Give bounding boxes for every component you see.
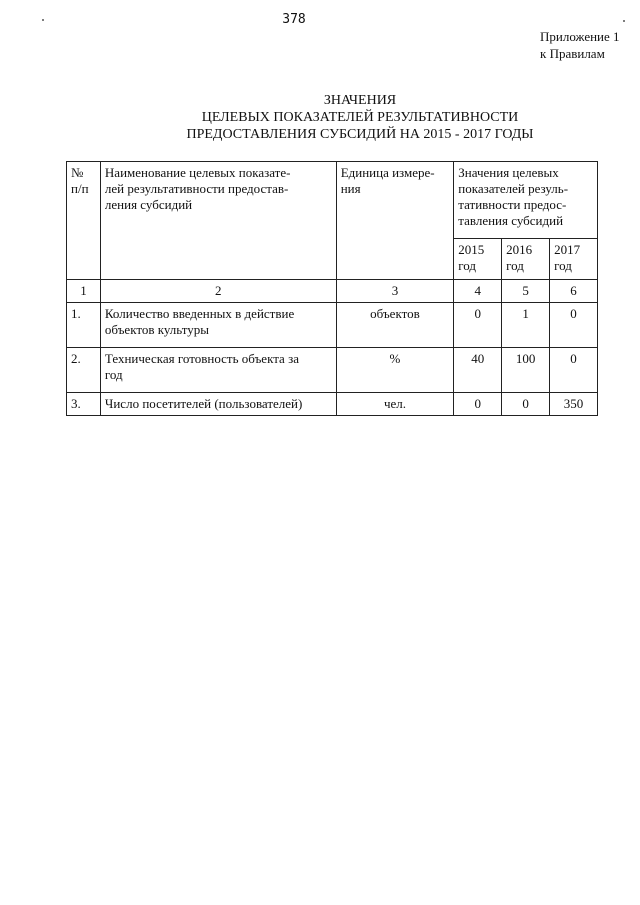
header-row	[67, 162, 598, 239]
column-number: 6	[550, 280, 598, 303]
row-unit: чел.	[336, 393, 454, 416]
column-numbers-row	[67, 280, 598, 303]
row-value-2017: 350	[550, 393, 598, 416]
header-year-2015: 2015 год	[454, 239, 502, 280]
title-line-1: ЗНАЧЕНИЯ	[323, 93, 397, 108]
column-number: 3	[336, 280, 454, 303]
title-line-3: ПРЕДОСТАВЛЕНИЯ СУБСИДИЙ НА 2015 - 2017 ГОДЫ	[186, 127, 534, 142]
row-value-2015: 0	[454, 393, 502, 416]
row-unit: объектов	[336, 303, 454, 348]
row-value-2015: 40	[454, 348, 502, 393]
column-number: 4	[454, 280, 502, 303]
table-row	[67, 393, 598, 416]
header-year-2016: 2016 год	[502, 239, 550, 280]
column-number: 1	[67, 280, 101, 303]
header-values: Значения целевых показателей резуль- тативности предос- тавления субсидий	[454, 162, 598, 239]
scan-dot-right	[623, 20, 625, 22]
appendix-line-2: к Правилам	[540, 46, 605, 61]
row-value-2015: 0	[454, 303, 502, 348]
page-number: 378	[282, 12, 306, 27]
header-name: Наименование целевых показате- лей результативности предостав- ления субсидий	[100, 162, 336, 280]
indicators-table	[66, 161, 598, 416]
table-row	[67, 348, 598, 393]
document-title	[0, 92, 640, 143]
row-num: 2.	[67, 348, 101, 393]
row-value-2017: 0	[550, 303, 598, 348]
row-name: Число посетителей (пользователей)	[100, 393, 336, 416]
header-unit: Единица измере- ния	[336, 162, 454, 280]
appendix-line-1: Приложение 1	[540, 29, 620, 44]
row-name: Количество введенных в действие объектов культуры	[100, 303, 336, 348]
appendix-note	[540, 28, 640, 62]
header-num: № п/п	[67, 162, 101, 280]
row-name: Техническая готовность объекта за год	[100, 348, 336, 393]
column-number: 2	[100, 280, 336, 303]
header-year-2017: 2017 год	[550, 239, 598, 280]
table-row	[67, 303, 598, 348]
row-num: 1.	[67, 303, 101, 348]
row-value-2016: 0	[502, 393, 550, 416]
row-num: 3.	[67, 393, 101, 416]
row-value-2016: 100	[502, 348, 550, 393]
row-value-2017: 0	[550, 348, 598, 393]
title-line-2: ЦЕЛЕВЫХ ПОКАЗАТЕЛЕЙ РЕЗУЛЬТАТИВНОСТИ	[201, 110, 519, 125]
row-value-2016: 1	[502, 303, 550, 348]
row-unit: %	[336, 348, 454, 393]
column-number: 5	[502, 280, 550, 303]
